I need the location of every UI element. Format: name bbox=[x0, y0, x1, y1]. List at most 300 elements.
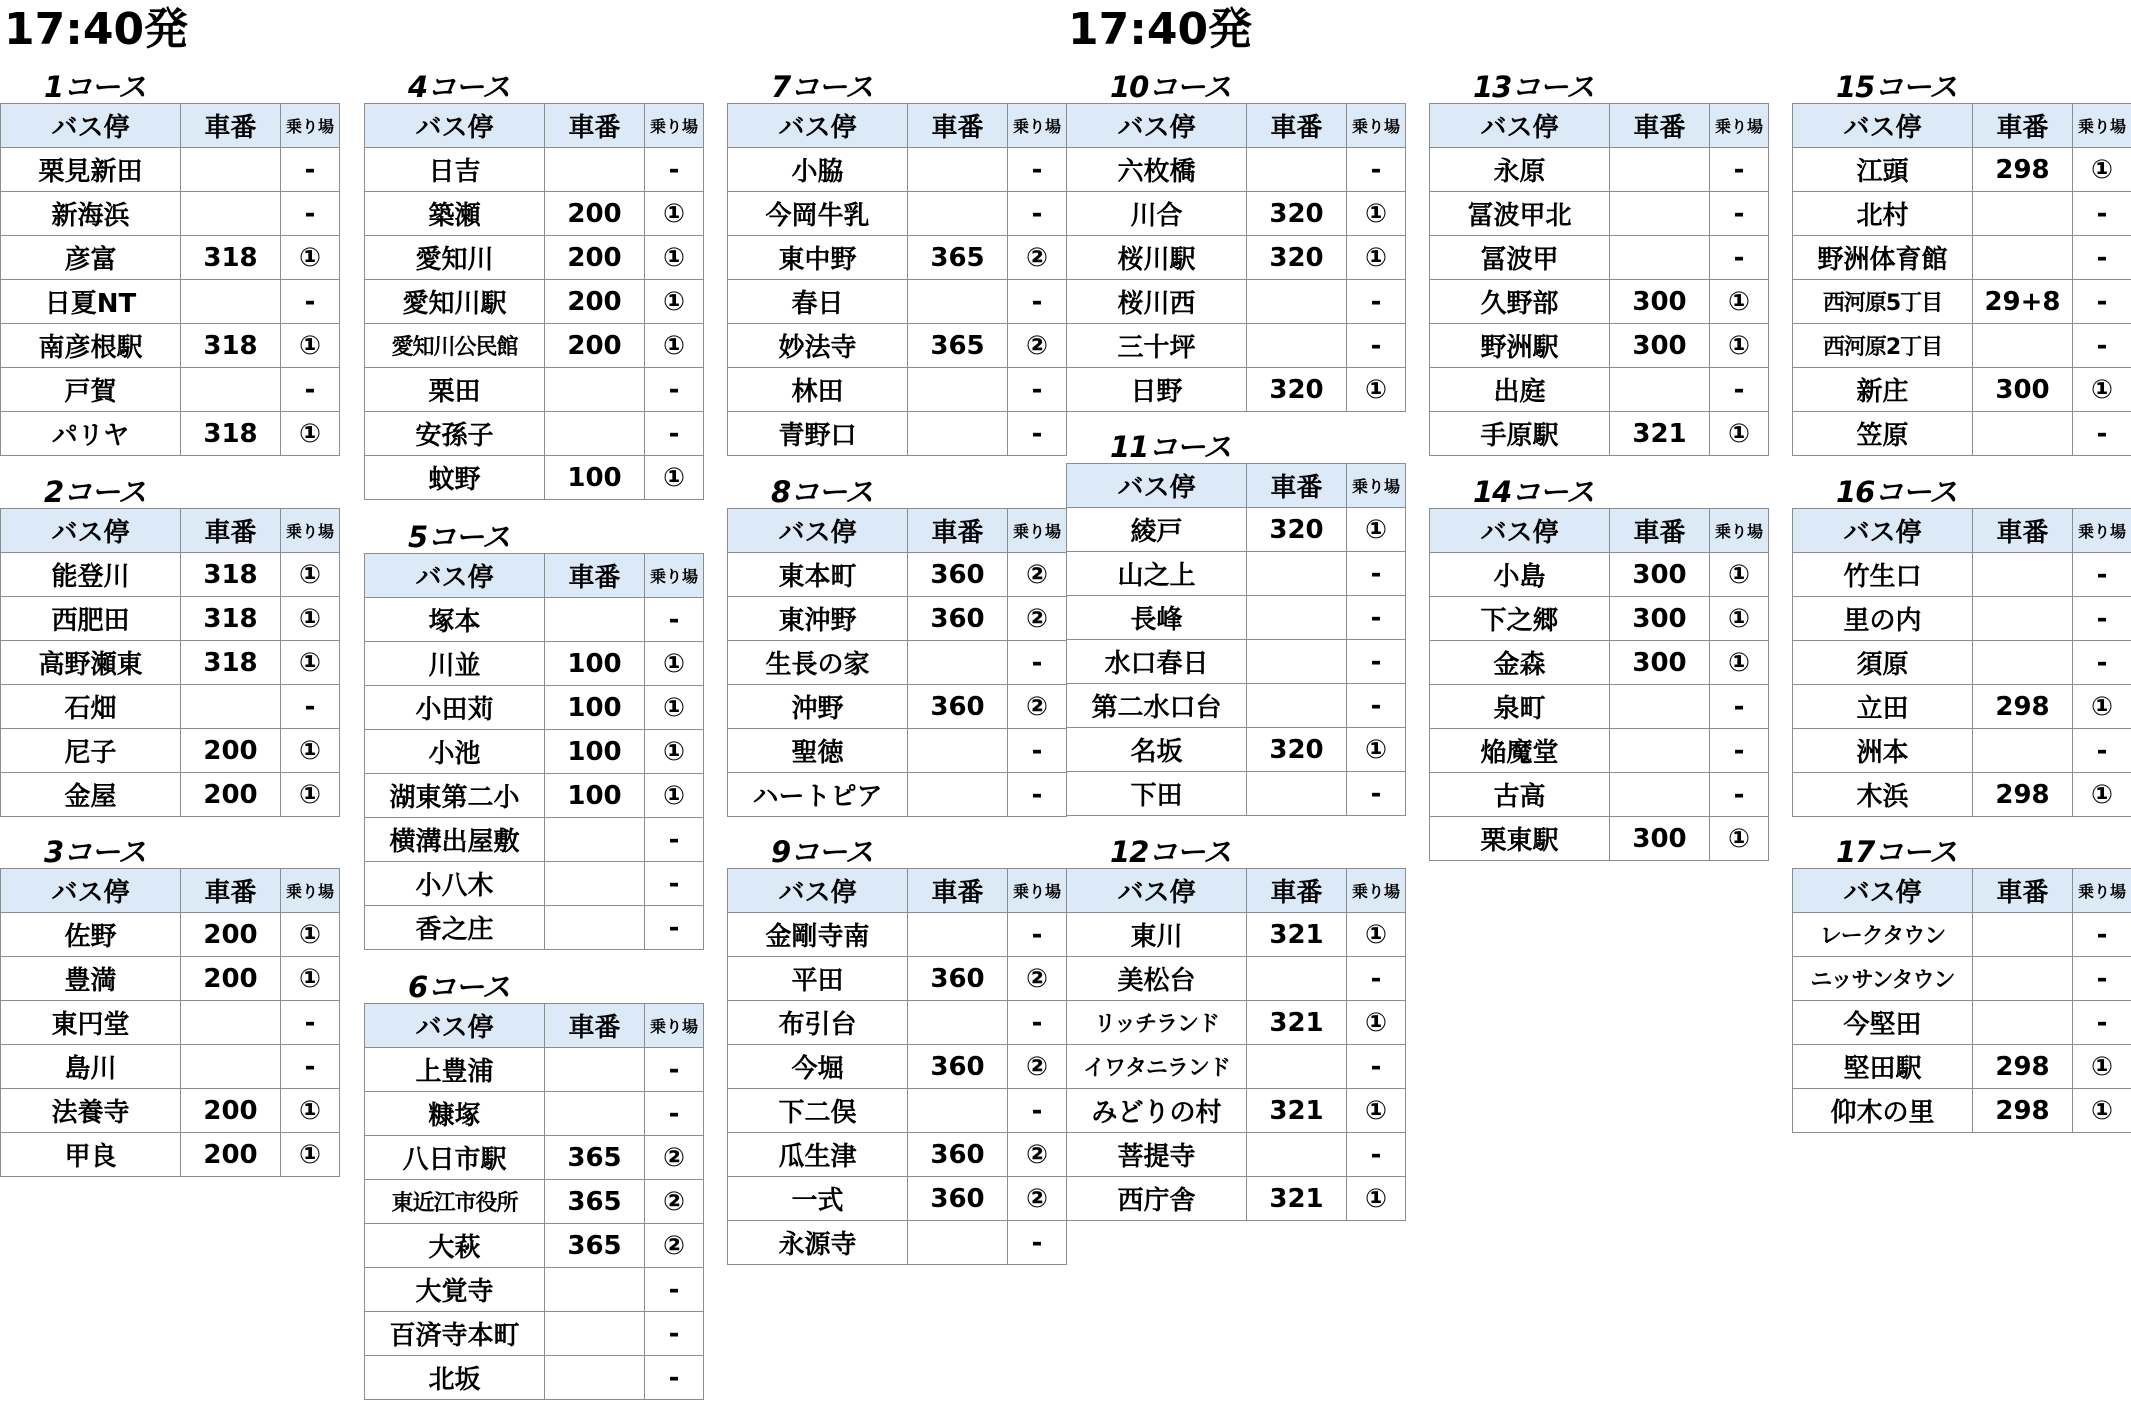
platform-cell: ① bbox=[1710, 412, 1769, 456]
table-row bbox=[728, 729, 1067, 773]
course-block bbox=[1792, 828, 2131, 1133]
number-cell bbox=[1610, 685, 1710, 729]
stop-cell: 小島 bbox=[1430, 553, 1610, 597]
header-stop: バス停 bbox=[1067, 869, 1247, 913]
platform-cell: - bbox=[645, 1092, 704, 1136]
header-platform: 乗り場 bbox=[645, 1004, 704, 1048]
platform-cell: - bbox=[645, 818, 704, 862]
stop-cell: 長峰 bbox=[1067, 596, 1247, 640]
stop-cell: 能登川 bbox=[1, 553, 181, 597]
course-table bbox=[364, 103, 704, 500]
table-row bbox=[728, 773, 1067, 817]
number-cell bbox=[1973, 1001, 2073, 1045]
header-platform: 乗り場 bbox=[1710, 509, 1769, 553]
number-cell: 298 bbox=[1973, 1045, 2073, 1089]
number-cell bbox=[545, 598, 645, 642]
stop-cell: 一式 bbox=[728, 1177, 908, 1221]
stop-cell: 下田 bbox=[1067, 772, 1247, 816]
stop-cell: 上豊浦 bbox=[365, 1048, 545, 1092]
platform-cell: - bbox=[1008, 773, 1067, 817]
number-cell bbox=[908, 641, 1008, 685]
number-cell: 300 bbox=[1610, 817, 1710, 861]
table-row bbox=[1, 236, 340, 280]
stop-cell: パリヤ bbox=[1, 412, 181, 456]
table-row bbox=[1793, 1045, 2131, 1089]
stop-cell: 泉町 bbox=[1430, 685, 1610, 729]
platform-cell: ① bbox=[281, 773, 340, 817]
stop-cell: 立田 bbox=[1793, 685, 1973, 729]
table-row bbox=[1067, 913, 1406, 957]
platform-cell: ① bbox=[1347, 728, 1406, 772]
course-block bbox=[1429, 63, 1768, 456]
stop-cell: 法養寺 bbox=[1, 1089, 181, 1133]
number-cell bbox=[1973, 412, 2073, 456]
table-row bbox=[1067, 684, 1406, 728]
number-cell: 300 bbox=[1610, 553, 1710, 597]
stop-cell: 今岡牛乳 bbox=[728, 192, 908, 236]
stop-cell: 小田苅 bbox=[365, 686, 545, 730]
table-row bbox=[1793, 729, 2131, 773]
course-table bbox=[1066, 463, 1406, 816]
header-stop: バス停 bbox=[728, 104, 908, 148]
number-cell: 320 bbox=[1247, 236, 1347, 280]
stop-cell: 日夏NT bbox=[1, 280, 181, 324]
stop-cell: 豊満 bbox=[1, 957, 181, 1001]
header-number: 車番 bbox=[1973, 869, 2073, 913]
table-header-row bbox=[1067, 464, 1406, 508]
platform-cell: ① bbox=[2073, 1045, 2131, 1089]
table-row bbox=[728, 553, 1067, 597]
number-cell: 200 bbox=[545, 192, 645, 236]
platform-cell: ① bbox=[645, 642, 704, 686]
number-cell: 200 bbox=[545, 324, 645, 368]
course-table bbox=[1792, 868, 2131, 1133]
stop-cell: 竹生口 bbox=[1793, 553, 1973, 597]
platform-cell: ① bbox=[1710, 324, 1769, 368]
platform-cell: - bbox=[2073, 324, 2131, 368]
stop-cell: 西河原5丁目 bbox=[1793, 280, 1973, 324]
stop-cell: 久野部 bbox=[1430, 280, 1610, 324]
number-cell: 318 bbox=[181, 641, 281, 685]
stop-cell: 野洲駅 bbox=[1430, 324, 1610, 368]
table-row bbox=[1067, 640, 1406, 684]
platform-cell: - bbox=[2073, 641, 2131, 685]
platform-cell: - bbox=[2073, 236, 2131, 280]
number-cell bbox=[1610, 192, 1710, 236]
number-cell: 200 bbox=[181, 1133, 281, 1177]
stop-cell: イワタニランド bbox=[1067, 1045, 1247, 1089]
platform-cell: ② bbox=[1008, 236, 1067, 280]
course-block bbox=[0, 468, 339, 817]
table-row bbox=[1430, 597, 1769, 641]
table-row bbox=[365, 236, 704, 280]
platform-cell: - bbox=[2073, 957, 2131, 1001]
platform-cell: - bbox=[1347, 1133, 1406, 1177]
platform-cell: ① bbox=[645, 236, 704, 280]
stop-cell: 冨波甲 bbox=[1430, 236, 1610, 280]
stop-cell: 愛知川駅 bbox=[365, 280, 545, 324]
number-cell bbox=[545, 1356, 645, 1400]
platform-cell: ② bbox=[645, 1224, 704, 1268]
platform-cell: ② bbox=[1008, 597, 1067, 641]
platform-cell: ① bbox=[281, 641, 340, 685]
table-header-row bbox=[1, 509, 340, 553]
course-table bbox=[727, 508, 1067, 817]
platform-cell: - bbox=[281, 148, 340, 192]
number-cell: 365 bbox=[545, 1180, 645, 1224]
platform-cell: - bbox=[2073, 729, 2131, 773]
platform-cell: - bbox=[1347, 596, 1406, 640]
course-title: 8コース bbox=[771, 475, 873, 509]
header-stop: バス停 bbox=[728, 869, 908, 913]
platform-cell: - bbox=[645, 1312, 704, 1356]
platform-cell: - bbox=[645, 412, 704, 456]
table-row bbox=[1793, 412, 2131, 456]
header-stop: バス停 bbox=[1793, 869, 1973, 913]
table-row bbox=[365, 368, 704, 412]
platform-cell: - bbox=[1347, 1045, 1406, 1089]
stop-cell: 生長の家 bbox=[728, 641, 908, 685]
number-cell bbox=[908, 148, 1008, 192]
number-cell bbox=[1247, 148, 1347, 192]
number-cell: 365 bbox=[908, 236, 1008, 280]
table-row bbox=[1, 1133, 340, 1177]
table-row bbox=[1793, 324, 2131, 368]
table-row bbox=[1, 553, 340, 597]
number-cell: 360 bbox=[908, 957, 1008, 1001]
table-row bbox=[1793, 1001, 2131, 1045]
stop-cell: ニッサンタウン bbox=[1793, 957, 1973, 1001]
course-title: 15コース bbox=[1836, 70, 1957, 104]
header-number: 車番 bbox=[1973, 509, 2073, 553]
table-row bbox=[1067, 596, 1406, 640]
table-header-row bbox=[1, 869, 340, 913]
number-cell: 200 bbox=[181, 1089, 281, 1133]
stop-cell: 名坂 bbox=[1067, 728, 1247, 772]
number-cell bbox=[181, 685, 281, 729]
stop-cell: 山之上 bbox=[1067, 552, 1247, 596]
header-stop: バス停 bbox=[365, 104, 545, 148]
platform-cell: - bbox=[1710, 685, 1769, 729]
number-cell bbox=[1247, 280, 1347, 324]
platform-cell: - bbox=[1347, 684, 1406, 728]
stop-cell: 小池 bbox=[365, 730, 545, 774]
platform-cell: - bbox=[645, 1268, 704, 1312]
table-row bbox=[1, 1089, 340, 1133]
course-table bbox=[0, 508, 340, 817]
header-number: 車番 bbox=[908, 104, 1008, 148]
stop-cell: 愛知川公民館 bbox=[365, 324, 545, 368]
course-table bbox=[727, 103, 1067, 456]
header-number: 車番 bbox=[545, 104, 645, 148]
platform-cell: ② bbox=[1008, 1045, 1067, 1089]
platform-cell: - bbox=[281, 1045, 340, 1089]
stop-cell: 日野 bbox=[1067, 368, 1247, 412]
table-row bbox=[1793, 773, 2131, 817]
header-platform: 乗り場 bbox=[645, 104, 704, 148]
platform-cell: ① bbox=[1347, 368, 1406, 412]
number-cell bbox=[908, 1001, 1008, 1045]
platform-cell: - bbox=[1710, 236, 1769, 280]
table-row bbox=[1067, 1133, 1406, 1177]
course-title: 3コース bbox=[44, 835, 146, 869]
course-title: 6コース bbox=[408, 970, 510, 1004]
platform-cell: ① bbox=[281, 412, 340, 456]
table-row bbox=[1793, 236, 2131, 280]
stop-cell: 西庁舎 bbox=[1067, 1177, 1247, 1221]
platform-cell: - bbox=[1710, 192, 1769, 236]
number-cell: 320 bbox=[1247, 508, 1347, 552]
number-cell: 200 bbox=[181, 957, 281, 1001]
stop-cell: 出庭 bbox=[1430, 368, 1610, 412]
course-title: 17コース bbox=[1836, 835, 1957, 869]
number-cell bbox=[1973, 957, 2073, 1001]
number-cell: 200 bbox=[545, 280, 645, 324]
table-row bbox=[1067, 508, 1406, 552]
stop-cell: 小八木 bbox=[365, 862, 545, 906]
platform-cell: - bbox=[281, 1001, 340, 1045]
course-title: 13コース bbox=[1473, 70, 1594, 104]
platform-cell: - bbox=[2073, 553, 2131, 597]
stop-cell: 栗田 bbox=[365, 368, 545, 412]
stop-cell: 沖野 bbox=[728, 685, 908, 729]
stop-cell: 横溝出屋敷 bbox=[365, 818, 545, 862]
number-cell: 318 bbox=[181, 236, 281, 280]
number-cell: 300 bbox=[1973, 368, 2073, 412]
number-cell bbox=[1610, 236, 1710, 280]
stop-cell: 日吉 bbox=[365, 148, 545, 192]
stop-cell: 小脇 bbox=[728, 148, 908, 192]
header-platform: 乗り場 bbox=[1347, 464, 1406, 508]
platform-cell: ① bbox=[281, 1133, 340, 1177]
number-cell: 100 bbox=[545, 774, 645, 818]
stop-cell: 永原 bbox=[1430, 148, 1610, 192]
stop-cell: 大覚寺 bbox=[365, 1268, 545, 1312]
table-row bbox=[728, 913, 1067, 957]
platform-cell: ① bbox=[645, 730, 704, 774]
platform-cell: ② bbox=[1008, 1177, 1067, 1221]
stop-cell: 手原駅 bbox=[1430, 412, 1610, 456]
table-row bbox=[1, 957, 340, 1001]
platform-cell: ① bbox=[1347, 236, 1406, 280]
stop-cell: 笠原 bbox=[1793, 412, 1973, 456]
number-cell: 365 bbox=[545, 1224, 645, 1268]
course-table bbox=[1429, 103, 1769, 456]
number-cell bbox=[908, 1089, 1008, 1133]
number-cell: 300 bbox=[1610, 324, 1710, 368]
header-stop: バス停 bbox=[1067, 464, 1247, 508]
header-platform: 乗り場 bbox=[281, 869, 340, 913]
number-cell: 300 bbox=[1610, 641, 1710, 685]
course-table bbox=[364, 553, 704, 950]
number-cell bbox=[1247, 1133, 1347, 1177]
table-row bbox=[1430, 280, 1769, 324]
number-cell: 360 bbox=[908, 685, 1008, 729]
stop-cell: 第二水口台 bbox=[1067, 684, 1247, 728]
table-row bbox=[1067, 1045, 1406, 1089]
table-row bbox=[365, 324, 704, 368]
number-cell bbox=[908, 412, 1008, 456]
table-row bbox=[728, 1045, 1067, 1089]
number-cell bbox=[181, 280, 281, 324]
number-cell: 321 bbox=[1610, 412, 1710, 456]
course-table bbox=[1429, 508, 1769, 861]
table-row bbox=[728, 1001, 1067, 1045]
number-cell: 100 bbox=[545, 456, 645, 500]
header-stop: バス停 bbox=[1067, 104, 1247, 148]
stop-cell: 仰木の里 bbox=[1793, 1089, 1973, 1133]
platform-cell: - bbox=[281, 192, 340, 236]
stop-cell: 西肥田 bbox=[1, 597, 181, 641]
number-cell bbox=[545, 818, 645, 862]
table-row bbox=[1430, 192, 1769, 236]
header-number: 車番 bbox=[545, 554, 645, 598]
platform-cell: ① bbox=[281, 729, 340, 773]
header-platform: 乗り場 bbox=[281, 104, 340, 148]
table-row bbox=[1, 148, 340, 192]
stop-cell: 青野口 bbox=[728, 412, 908, 456]
stop-cell: 東本町 bbox=[728, 553, 908, 597]
stop-cell: 今堀 bbox=[728, 1045, 908, 1089]
platform-cell: - bbox=[1710, 773, 1769, 817]
header-number: 車番 bbox=[1247, 104, 1347, 148]
number-cell: 318 bbox=[181, 324, 281, 368]
platform-cell: ① bbox=[2073, 773, 2131, 817]
platform-cell: - bbox=[645, 906, 704, 950]
page-title-left: 17:40発 bbox=[4, 4, 189, 55]
table-row bbox=[1067, 324, 1406, 368]
table-row bbox=[1067, 368, 1406, 412]
table-row bbox=[1, 685, 340, 729]
page-title-right: 17:40発 bbox=[1068, 4, 1253, 55]
table-row bbox=[1067, 148, 1406, 192]
platform-cell: - bbox=[281, 280, 340, 324]
stop-cell: 桜川駅 bbox=[1067, 236, 1247, 280]
table-row bbox=[1067, 957, 1406, 1001]
stop-cell: 古高 bbox=[1430, 773, 1610, 817]
number-cell: 320 bbox=[1247, 368, 1347, 412]
course-block bbox=[364, 63, 703, 500]
stop-cell: みどりの村 bbox=[1067, 1089, 1247, 1133]
platform-cell: - bbox=[1008, 913, 1067, 957]
table-row bbox=[1, 913, 340, 957]
platform-cell: - bbox=[1008, 1089, 1067, 1133]
number-cell bbox=[1973, 324, 2073, 368]
table-row bbox=[728, 280, 1067, 324]
table-header-row bbox=[1067, 869, 1406, 913]
header-number: 車番 bbox=[181, 104, 281, 148]
stop-cell: 北坂 bbox=[365, 1356, 545, 1400]
stop-cell: 東中野 bbox=[728, 236, 908, 280]
stop-cell: 湖東第二小 bbox=[365, 774, 545, 818]
platform-cell: ① bbox=[2073, 368, 2131, 412]
stop-cell: 彦富 bbox=[1, 236, 181, 280]
platform-cell: - bbox=[1008, 641, 1067, 685]
platform-cell: - bbox=[2073, 597, 2131, 641]
table-row bbox=[1067, 1177, 1406, 1221]
table-row bbox=[728, 324, 1067, 368]
stop-cell: 今堅田 bbox=[1793, 1001, 1973, 1045]
table-row bbox=[728, 236, 1067, 280]
number-cell: 200 bbox=[181, 913, 281, 957]
stop-cell: 洲本 bbox=[1793, 729, 1973, 773]
stop-cell: 木浜 bbox=[1793, 773, 1973, 817]
number-cell bbox=[181, 192, 281, 236]
platform-cell: ① bbox=[645, 686, 704, 730]
stop-cell: 聖徳 bbox=[728, 729, 908, 773]
course-table bbox=[0, 868, 340, 1177]
stop-cell: 川並 bbox=[365, 642, 545, 686]
number-cell: 200 bbox=[181, 773, 281, 817]
course-title: 16コース bbox=[1836, 475, 1957, 509]
table-row bbox=[365, 818, 704, 862]
number-cell bbox=[545, 368, 645, 412]
stop-cell: 甲良 bbox=[1, 1133, 181, 1177]
stop-cell: 須原 bbox=[1793, 641, 1973, 685]
header-stop: バス停 bbox=[1793, 104, 1973, 148]
header-number: 車番 bbox=[181, 509, 281, 553]
table-row bbox=[365, 1224, 704, 1268]
table-row bbox=[1067, 192, 1406, 236]
table-row bbox=[365, 412, 704, 456]
stop-cell: 江頭 bbox=[1793, 148, 1973, 192]
stop-cell: 野洲体育館 bbox=[1793, 236, 1973, 280]
number-cell bbox=[1973, 553, 2073, 597]
header-number: 車番 bbox=[1610, 104, 1710, 148]
table-row bbox=[728, 1177, 1067, 1221]
header-number: 車番 bbox=[908, 509, 1008, 553]
platform-cell: ① bbox=[1347, 913, 1406, 957]
header-platform: 乗り場 bbox=[645, 554, 704, 598]
stop-cell: 瓜生津 bbox=[728, 1133, 908, 1177]
table-row bbox=[1, 192, 340, 236]
platform-cell: - bbox=[2073, 412, 2131, 456]
stop-cell: 安孫子 bbox=[365, 412, 545, 456]
platform-cell: ② bbox=[645, 1136, 704, 1180]
platform-cell: - bbox=[645, 1048, 704, 1092]
number-cell bbox=[1247, 1045, 1347, 1089]
table-header-row bbox=[1793, 509, 2131, 553]
table-row bbox=[365, 598, 704, 642]
table-row bbox=[365, 730, 704, 774]
table-row bbox=[1067, 1089, 1406, 1133]
number-cell: 298 bbox=[1973, 773, 2073, 817]
table-row bbox=[728, 192, 1067, 236]
course-title: 5コース bbox=[408, 520, 510, 554]
stop-cell: 金森 bbox=[1430, 641, 1610, 685]
stop-cell: 新庄 bbox=[1793, 368, 1973, 412]
number-cell: 318 bbox=[181, 553, 281, 597]
course-title: 9コース bbox=[771, 835, 873, 869]
platform-cell: ① bbox=[1347, 1089, 1406, 1133]
course-title: 7コース bbox=[771, 70, 873, 104]
course-title: 14コース bbox=[1473, 475, 1594, 509]
table-header-row bbox=[365, 104, 704, 148]
course-table bbox=[1792, 103, 2131, 456]
header-platform: 乗り場 bbox=[1347, 104, 1406, 148]
table-row bbox=[728, 368, 1067, 412]
number-cell: 200 bbox=[545, 236, 645, 280]
stop-cell: 下二俣 bbox=[728, 1089, 908, 1133]
table-row bbox=[1793, 957, 2131, 1001]
platform-cell: - bbox=[645, 148, 704, 192]
number-cell bbox=[908, 368, 1008, 412]
header-number: 車番 bbox=[181, 869, 281, 913]
stop-cell: 平田 bbox=[728, 957, 908, 1001]
number-cell: 320 bbox=[1247, 192, 1347, 236]
header-platform: 乗り場 bbox=[281, 509, 340, 553]
number-cell bbox=[908, 773, 1008, 817]
